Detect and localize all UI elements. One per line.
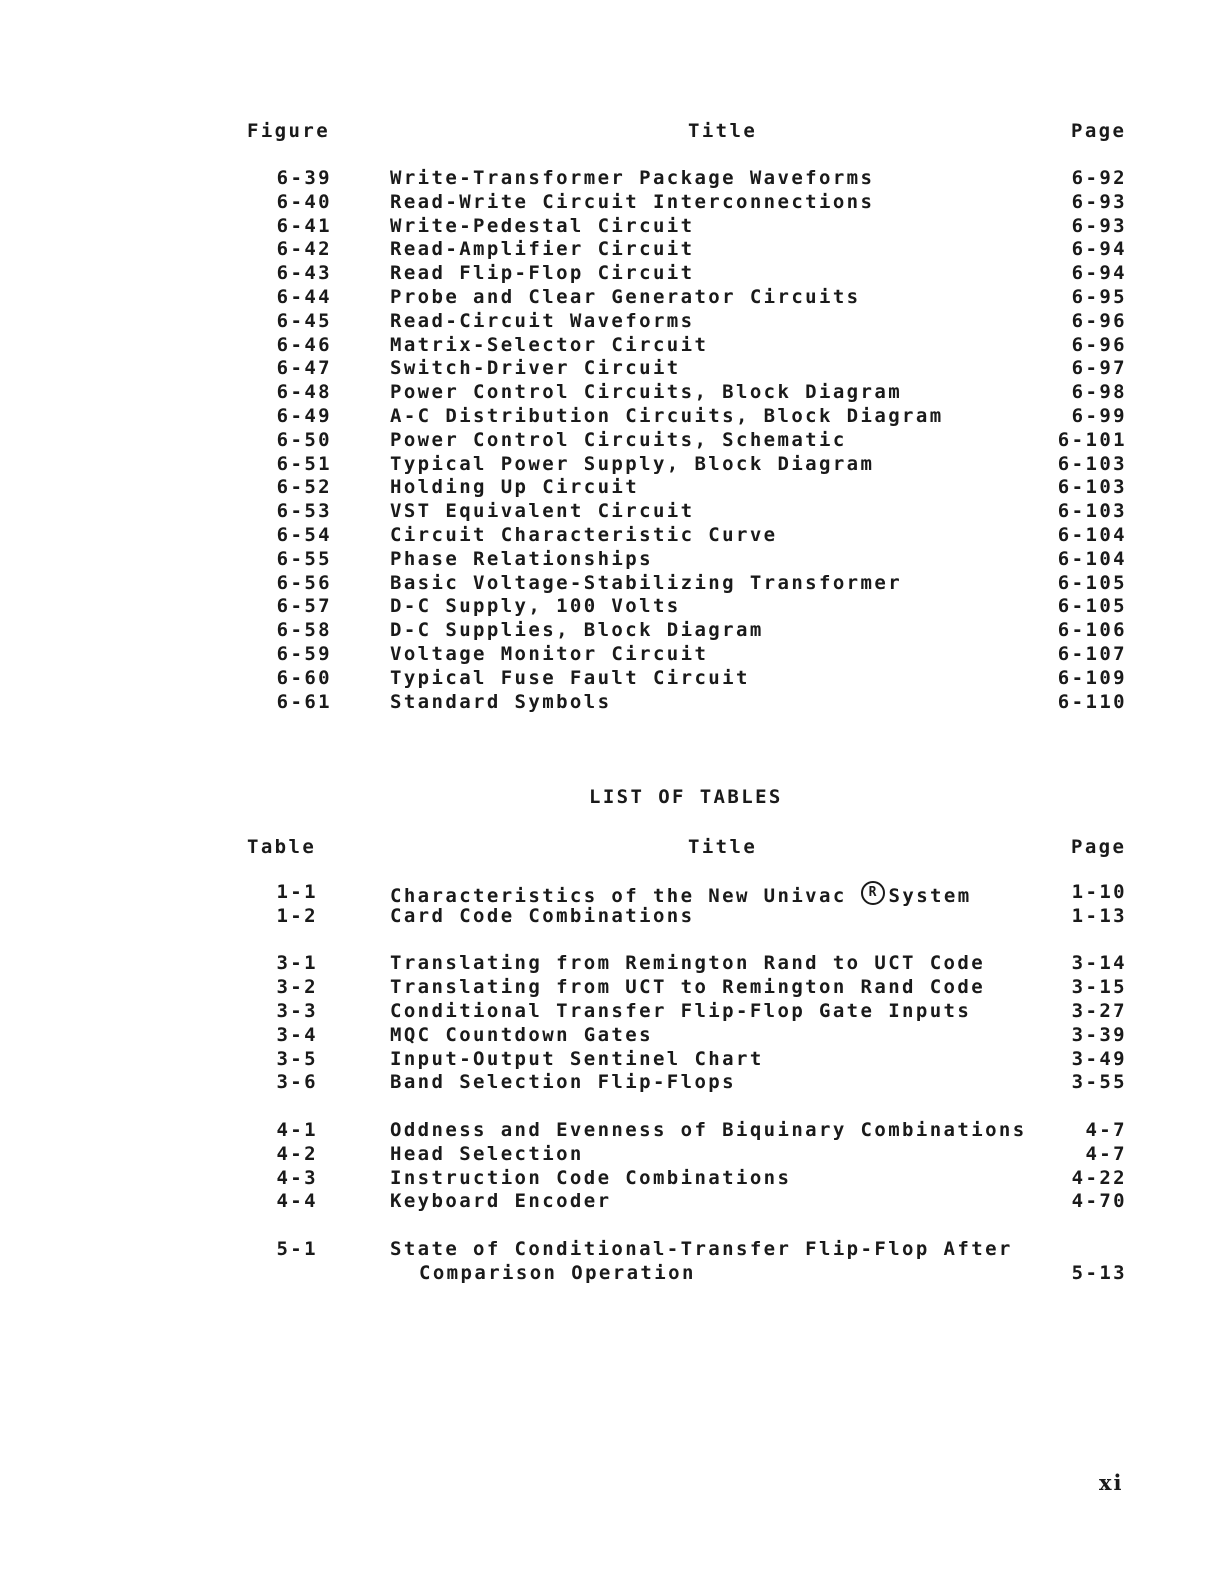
table-title: Translating from Remington Rand to UCT Code [390, 952, 986, 975]
figure-page: 6-92 [1071, 167, 1127, 189]
figure-entry [0, 453, 1224, 477]
figure-page: 6-96 [1071, 333, 1127, 356]
group-spacer [0, 929, 1224, 953]
table-page: 3-49 [1071, 1047, 1127, 1070]
figure-page: 6-93 [1071, 190, 1127, 213]
table-number: 3-5 [276, 1047, 318, 1070]
figure-number: 6-55 [276, 547, 332, 570]
figure-page: 6-97 [1071, 357, 1127, 380]
figure-number: 6-50 [276, 428, 332, 451]
figure-title: Typical Fuse Fault Circuit [390, 666, 750, 689]
figure-title: Read-Write Circuit Interconnections [390, 190, 875, 213]
figure-entry [0, 619, 1224, 643]
figures-column-header [0, 120, 1224, 146]
table-entry [0, 976, 1224, 1000]
figure-title: Probe and Clear Generator Circuits [390, 285, 861, 308]
table-number: 4-1 [276, 1118, 318, 1141]
figure-number: 6-40 [276, 190, 332, 213]
figure-page: 6-106 [1057, 619, 1127, 642]
figure-number: 6-39 [276, 167, 332, 189]
table-entry [0, 1024, 1224, 1048]
table-page: 4-70 [1071, 1190, 1127, 1213]
table-entry [0, 1071, 1224, 1095]
table-title: Head Selection [390, 1142, 584, 1165]
table-number: 3-6 [276, 1071, 318, 1094]
table-title: Card Code Combinations [390, 904, 695, 927]
table-number: 3-1 [276, 952, 318, 975]
table-number: 4-2 [276, 1142, 318, 1165]
figure-entry [0, 310, 1224, 334]
figure-entry [0, 405, 1224, 429]
figure-page: 6-98 [1071, 381, 1127, 404]
figure-number: 6-43 [276, 262, 332, 285]
table-title-text: System [888, 885, 972, 907]
title-column-label: Title [688, 120, 758, 142]
figure-number: 6-57 [276, 595, 332, 618]
table-entry [0, 952, 1224, 976]
figure-page: 6-103 [1057, 476, 1127, 499]
figure-number: 6-52 [276, 476, 332, 499]
page-column-label: Page [1071, 836, 1127, 858]
figure-number: 6-56 [276, 571, 332, 594]
table-page: 3-15 [1071, 976, 1127, 999]
table-title: Input-Output Sentinel Chart [390, 1047, 764, 1070]
figure-number: 6-51 [276, 452, 332, 475]
figure-number: 6-59 [276, 642, 332, 665]
table-page: 3-55 [1071, 1071, 1127, 1094]
registered-trademark-icon: R [861, 881, 885, 905]
figure-entry [0, 167, 1224, 191]
figure-number: 6-60 [276, 666, 332, 689]
table-entry [0, 1167, 1224, 1191]
table-page: 4-22 [1071, 1166, 1127, 1189]
figure-entry [0, 548, 1224, 572]
figure-column-label: Figure [247, 120, 331, 142]
figure-page: 6-101 [1057, 428, 1127, 451]
table-title: Instruction Code Combinations [390, 1166, 792, 1189]
group-spacer [0, 1095, 1224, 1119]
table-title-line: State of Conditional-Transfer Flip-Flop After [390, 1237, 1013, 1260]
figure-page: 6-95 [1071, 285, 1127, 308]
table-entry [0, 881, 1224, 905]
table-title-text: Characteristics of the New Univac [390, 885, 847, 907]
table-entry [0, 1048, 1224, 1072]
figure-title: Circuit Characteristic Curve [390, 523, 778, 546]
figure-title: D-C Supplies, Block Diagram [390, 619, 764, 642]
table-entry [0, 1000, 1224, 1024]
table-title-continuation: Comparison Operation [419, 1261, 696, 1284]
figure-page: 6-96 [1071, 309, 1127, 332]
figure-entry [0, 334, 1224, 358]
figure-title: Read-Amplifier Circuit [390, 238, 695, 261]
figure-title: Read Flip-Flop Circuit [390, 262, 695, 285]
figure-title: Holding Up Circuit [390, 476, 640, 499]
figure-entry [0, 286, 1224, 310]
figure-number: 6-54 [276, 523, 332, 546]
figure-number: 6-47 [276, 357, 332, 380]
table-title: MQC Countdown Gates [390, 1023, 653, 1046]
table-entry [0, 1143, 1224, 1167]
figure-title: D-C Supply, 100 Volts [390, 595, 681, 618]
figure-entry [0, 262, 1224, 286]
figure-title: Voltage Monitor Circuit [390, 642, 709, 665]
table-title: Oddness and Evenness of Biquinary Combinations [390, 1118, 1027, 1141]
table-page: 3-39 [1071, 1023, 1127, 1046]
figure-page: 6-105 [1057, 595, 1127, 618]
figure-page: 6-94 [1071, 262, 1127, 285]
figure-page: 6-99 [1071, 404, 1127, 427]
title-column-label: Title [688, 836, 758, 858]
table-page: 3-14 [1071, 952, 1127, 975]
figure-title: VST Equivalent Circuit [390, 500, 695, 523]
figure-title: Typical Power Supply, Block Diagram [390, 452, 875, 475]
tables-column-header [0, 836, 1224, 862]
table-entry [0, 1119, 1224, 1143]
table-page: 4-7 [1085, 1142, 1127, 1165]
figure-number: 6-49 [276, 404, 332, 427]
figure-entry [0, 215, 1224, 239]
figure-entry [0, 429, 1224, 453]
figure-page: 6-104 [1057, 523, 1127, 546]
figure-entry [0, 238, 1224, 262]
table-number: 3-2 [276, 976, 318, 999]
figure-entry [0, 691, 1224, 715]
figure-title: Standard Symbols [390, 690, 612, 713]
figure-number: 6-46 [276, 333, 332, 356]
table-number: 4-3 [276, 1166, 318, 1189]
figure-title: Power Control Circuits, Schematic [390, 428, 847, 451]
figure-title: Basic Voltage-Stabilizing Transformer [390, 571, 903, 594]
table-title: Conditional Transfer Flip-Flop Gate Inputs [390, 999, 972, 1022]
figure-page: 6-107 [1057, 642, 1127, 665]
figures-list [0, 167, 1224, 714]
table-number: 1-2 [276, 904, 318, 927]
figure-entry [0, 595, 1224, 619]
figure-page: 6-94 [1071, 238, 1127, 261]
table-number: 3-4 [276, 1023, 318, 1046]
table-number: 4-4 [276, 1190, 318, 1213]
figure-entry [0, 667, 1224, 691]
figure-title: A-C Distribution Circuits, Block Diagram [390, 404, 944, 427]
table-number: 5-1 [276, 1237, 318, 1260]
figure-title: Switch-Driver Circuit [390, 357, 681, 380]
group-spacer [0, 1214, 1224, 1238]
table-page: 1-10 [1071, 881, 1127, 903]
list-of-tables-title: LIST OF TABLES [589, 786, 783, 808]
figure-entry [0, 381, 1224, 405]
figure-entry [0, 643, 1224, 667]
figure-number: 6-42 [276, 238, 332, 261]
table-entry [0, 1238, 1224, 1286]
table-entry [0, 1190, 1224, 1214]
figure-number: 6-61 [276, 690, 332, 713]
figure-page: 6-109 [1057, 666, 1127, 689]
figure-title: Matrix-Selector Circuit [390, 333, 709, 356]
table-page: 4-7 [1085, 1118, 1127, 1141]
figure-entry [0, 572, 1224, 596]
figure-number: 6-53 [276, 500, 332, 523]
figure-page: 6-93 [1071, 214, 1127, 237]
figure-number: 6-45 [276, 309, 332, 332]
table-entry [0, 905, 1224, 929]
figure-entry [0, 357, 1224, 381]
figure-number: 6-41 [276, 214, 332, 237]
table-column-label: Table [247, 836, 317, 858]
table-page: 3-27 [1071, 999, 1127, 1022]
table-title [390, 1238, 1013, 1286]
table-number: 3-3 [276, 999, 318, 1022]
figure-entry [0, 476, 1224, 500]
table-title: Translating from UCT to Remington Rand Code [390, 976, 986, 999]
figure-entry [0, 191, 1224, 215]
page-folio: xi [1099, 1470, 1124, 1495]
page-column-label: Page [1071, 120, 1127, 142]
table-title: Band Selection Flip-Flops [390, 1071, 736, 1094]
table-page: 5-13 [1071, 1261, 1127, 1284]
table-title: Keyboard Encoder [390, 1190, 612, 1213]
table-number: 1-1 [276, 881, 318, 903]
figure-title: Write-Transformer Package Waveforms [390, 167, 875, 189]
figure-entry [0, 500, 1224, 524]
figure-number: 6-58 [276, 619, 332, 642]
figure-page: 6-110 [1057, 690, 1127, 713]
figure-number: 6-44 [276, 285, 332, 308]
figure-page: 6-104 [1057, 547, 1127, 570]
figure-title: Power Control Circuits, Block Diagram [390, 381, 903, 404]
tables-list [0, 881, 1224, 1286]
figure-entry [0, 524, 1224, 548]
figure-page: 6-103 [1057, 500, 1127, 523]
figure-title: Phase Relationships [390, 547, 653, 570]
figure-title: Write-Pedestal Circuit [390, 214, 695, 237]
figure-number: 6-48 [276, 381, 332, 404]
figure-page: 6-105 [1057, 571, 1127, 594]
table-page: 1-13 [1071, 904, 1127, 927]
figure-page: 6-103 [1057, 452, 1127, 475]
figure-title: Read-Circuit Waveforms [390, 309, 695, 332]
